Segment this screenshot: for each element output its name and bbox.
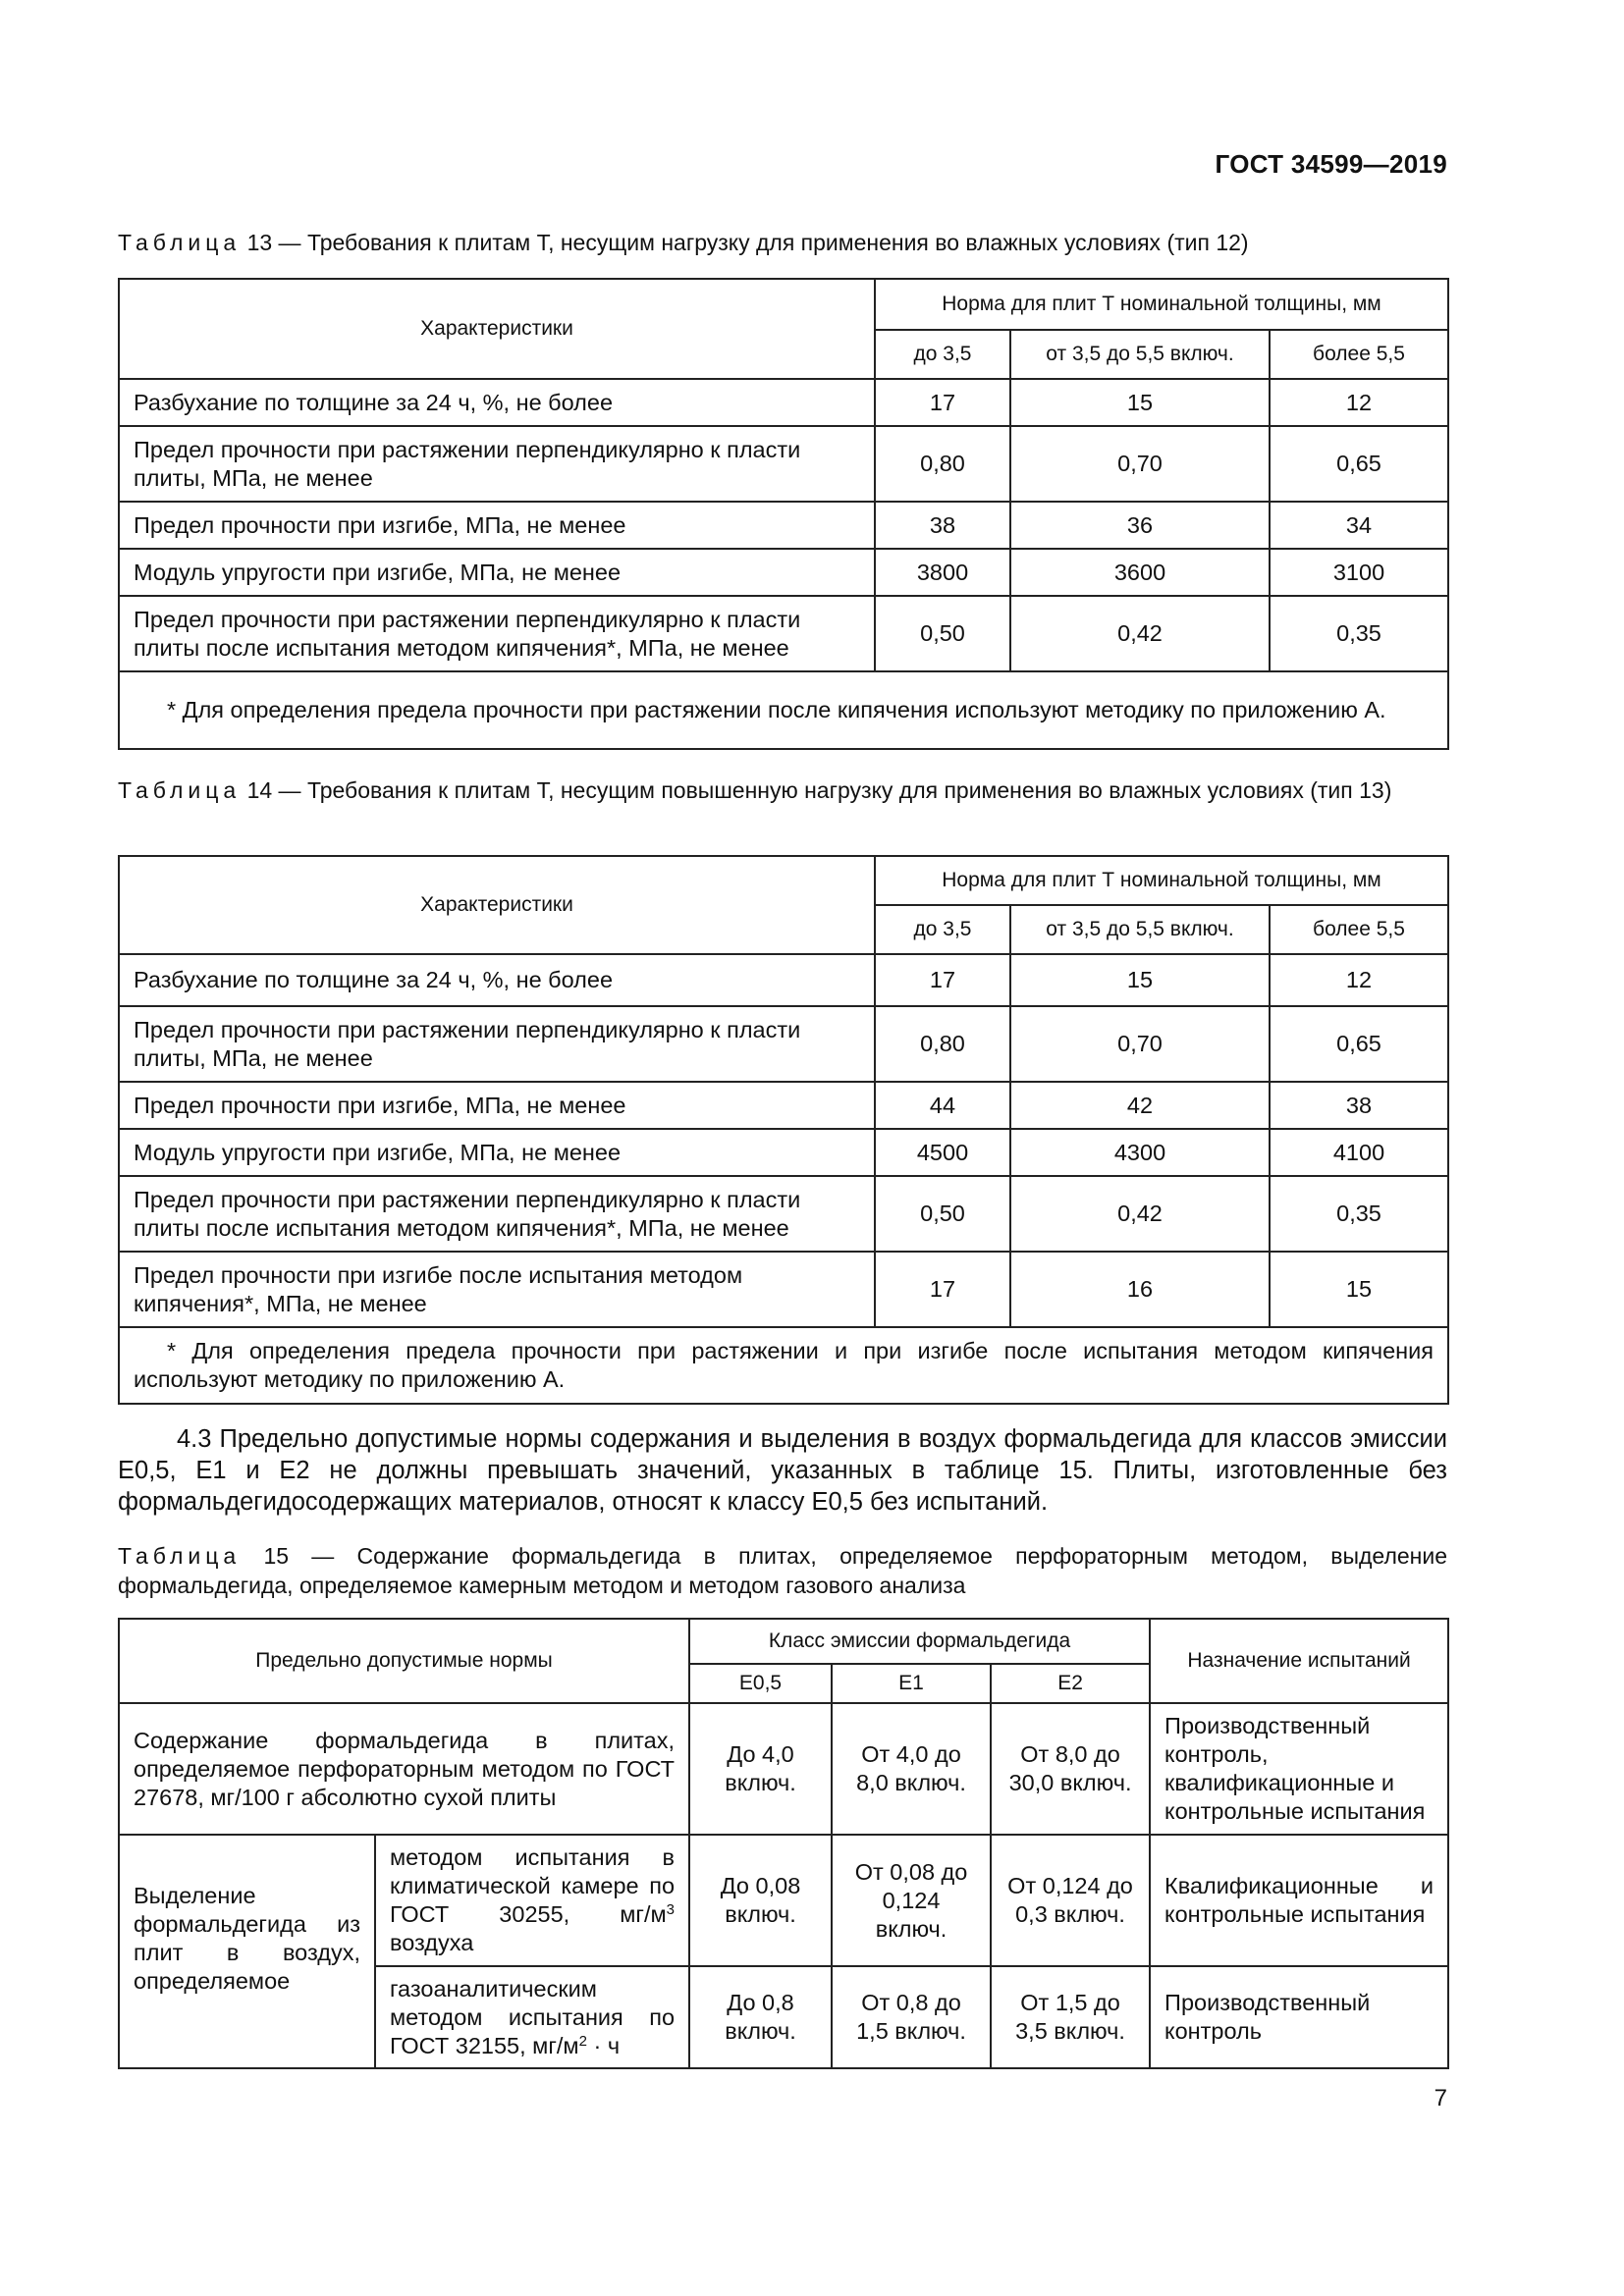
cell-value: 44 [875,1082,1010,1129]
table13-header-col-a: до 3,5 [875,330,1010,379]
document-header: ГОСТ 34599—2019 [1215,149,1447,179]
method-name [375,1835,689,1966]
table13 [118,278,1449,750]
table14-header-col-b: от 3,5 до 5,5 включ. [1010,905,1270,954]
table15-header-purpose: Назначение испытаний [1150,1619,1448,1703]
row-name: Предел прочности при растяжении перпендикулярно к пласти плиты после испытания методом кипячения*, МПа, не менее [119,596,875,671]
cell-value: 0,50 [875,596,1010,671]
group-name: Выделение формальдегида из плит в воздух, определяемое [119,1835,375,2068]
cell-purpose: Квалификационные и контрольные испытания [1150,1835,1448,1966]
cell-value: 0,80 [875,426,1010,502]
cell-value: 34 [1270,502,1448,549]
cell-value: 0,65 [1270,1006,1448,1082]
table14-footnote [119,1327,1448,1404]
table13-header-norm: Норма для плит Т номинальной толщины, мм [875,279,1448,330]
paragraph-4-3: 4.3 Предельно допустимые нормы содержания и выделения в воздух формальдегида для классов эмиссии Е0,5, Е1 и Е2 не должны превышать значений, указанных в таблице 15. Плиты, изготовленные без формальдегидосодержащих материалов, относят к классу Е0,5 без испытаний. [118,1425,1447,1516]
table-row [119,549,1448,596]
cell-value: От 4,0 до 8,0 включ. [832,1703,991,1835]
cell-value: 17 [875,379,1010,426]
cell-value: 38 [1270,1082,1448,1129]
row-name: Предел прочности при изгибе, МПа, не менее [119,502,875,549]
table13-footnote [119,671,1448,749]
cell-value: 0,70 [1010,1006,1270,1082]
cell-value: 0,35 [1270,1176,1448,1252]
table-row [119,379,1448,426]
table15-header-class: Класс эмиссии формальдегида [689,1619,1150,1664]
cell-value: 0,42 [1010,596,1270,671]
cell-value: 38 [875,502,1010,549]
cell-value: 4300 [1010,1129,1270,1176]
table15-header-e2: Е2 [991,1664,1150,1703]
footnote-text: * Для определения предела прочности при растяжении после кипячения используют методику по приложению А. [167,697,1386,722]
table15-header-e05: Е0,5 [689,1664,832,1703]
cell-value: 3600 [1010,549,1270,596]
cell-value: От 0,8 до 1,5 включ. [832,1966,991,2068]
table-row [119,1129,1448,1176]
cell-value: 0,65 [1270,426,1448,502]
cell-value: 17 [875,954,1010,1006]
table14-caption-text: 14 — Требования к плитам Т, несущим повышенную нагрузку для применения во влажных условиях (тип 13) [246,777,1392,803]
cell-value: 0,50 [875,1176,1010,1252]
row-name: Разбухание по толщине за 24 ч, %, не более [119,954,875,1006]
table15 [118,1618,1449,2069]
page-number: 7 [1434,2085,1447,2111]
table15-label: Таблица [118,1543,242,1569]
table-row [119,1176,1448,1252]
table14-label: Таблица [118,777,242,803]
table15-caption-text: 15 — Содержание формальдегида в плитах, определяемое перфораторным методом, выделение формальдегида, определяемое камерным методом и методом газового анализа [118,1543,1447,1598]
table-row [119,1006,1448,1082]
row-name: Предел прочности при изгибе, МПа, не менее [119,1082,875,1129]
cell-purpose: Производственный контроль [1150,1966,1448,2068]
cell-value: 36 [1010,502,1270,549]
row-name: Предел прочности при изгибе после испытания методом кипячения*, МПа, не менее [119,1252,875,1327]
table13-header-characteristics: Характеристики [119,279,875,379]
method-sup: 3 [666,1901,676,1918]
table15-caption [118,1541,1447,1600]
cell-value: 16 [1010,1252,1270,1327]
cell-value: До 0,8 включ. [689,1966,832,2068]
cell-value: До 0,08 включ. [689,1835,832,1966]
cell-value: 4500 [875,1129,1010,1176]
table13-caption-text: 13 — Требования к плитам Т, несущим нагрузку для применения во влажных условиях (тип 12) [246,230,1249,255]
method-sup: 2 [578,2032,587,2050]
method-text: газоаналитическим методом испытания по ГОСТ 32155, мг/м [390,1975,676,2058]
table13-header-col-c: более 5,5 [1270,330,1448,379]
cell-value: 15 [1010,954,1270,1006]
table14-header-characteristics: Характеристики [119,856,875,954]
table-row [119,502,1448,549]
row-name: Модуль упругости при изгибе, МПа, не менее [119,549,875,596]
table14 [118,855,1449,1405]
cell-value: 0,70 [1010,426,1270,502]
row-name: Разбухание по толщине за 24 ч, %, не более [119,379,875,426]
cell-value: 4100 [1270,1129,1448,1176]
cell-value: 0,35 [1270,596,1448,671]
table-row [119,954,1448,1006]
table-row [119,1703,1448,1835]
row-name: Предел прочности при растяжении перпендикулярно к пласти плиты после испытания методом кипячения*, МПа, не менее [119,1176,875,1252]
cell-value: От 0,08 до 0,124 включ. [832,1835,991,1966]
method-tail: · ч [593,2032,621,2058]
cell-value: 3800 [875,549,1010,596]
table14-header-norm: Норма для плит Т номинальной толщины, мм [875,856,1448,905]
cell-value: 0,80 [875,1006,1010,1082]
table15-header-e1: Е1 [832,1664,991,1703]
cell-value: 15 [1010,379,1270,426]
table-row [119,1082,1448,1129]
method-name [375,1966,689,2068]
footnote-text: * Для определения предела прочности при растяжении и при изгибе после испытания методом кипячения используют методику по приложению А. [134,1338,1434,1392]
method-tail: воздуха [390,1930,474,1955]
cell-value: 12 [1270,954,1448,1006]
table14-header-col-a: до 3,5 [875,905,1010,954]
row-name: Предел прочности при растяжении перпендикулярно к пласти плиты, МПа, не менее [119,1006,875,1082]
table14-caption [118,775,1447,805]
cell-value: От 0,124 до 0,3 включ. [991,1835,1150,1966]
row-name: Модуль упругости при изгибе, МПа, не менее [119,1129,875,1176]
cell-purpose: Производственный контроль, квалификационные и контрольные испытания [1150,1703,1448,1835]
cell-value: 12 [1270,379,1448,426]
table13-header-col-b: от 3,5 до 5,5 включ. [1010,330,1270,379]
cell-value: 0,42 [1010,1176,1270,1252]
row-name: Содержание формальдегида в плитах, определяемое перфораторным методом по ГОСТ 27678, мг/100 г абсолютно сухой плиты [119,1703,689,1835]
cell-value: От 8,0 до 30,0 включ. [991,1703,1150,1835]
table-row [119,1835,1448,1966]
row-name: Предел прочности при растяжении перпендикулярно к пласти плиты, МПа, не менее [119,426,875,502]
table-row [119,426,1448,502]
table13-label: Таблица [118,230,242,255]
cell-value: До 4,0 включ. [689,1703,832,1835]
table14-header-col-c: более 5,5 [1270,905,1448,954]
table13-caption [118,228,1447,257]
cell-value: 15 [1270,1252,1448,1327]
cell-value: От 1,5 до 3,5 включ. [991,1966,1150,2068]
table-row [119,1252,1448,1327]
cell-value: 17 [875,1252,1010,1327]
cell-value: 42 [1010,1082,1270,1129]
table-row [119,596,1448,671]
cell-value: 3100 [1270,549,1448,596]
table15-header-limits: Предельно допустимые нормы [119,1619,689,1703]
method-text: методом испытания в климатической камере по ГОСТ 30255, мг/м [390,1844,676,1927]
